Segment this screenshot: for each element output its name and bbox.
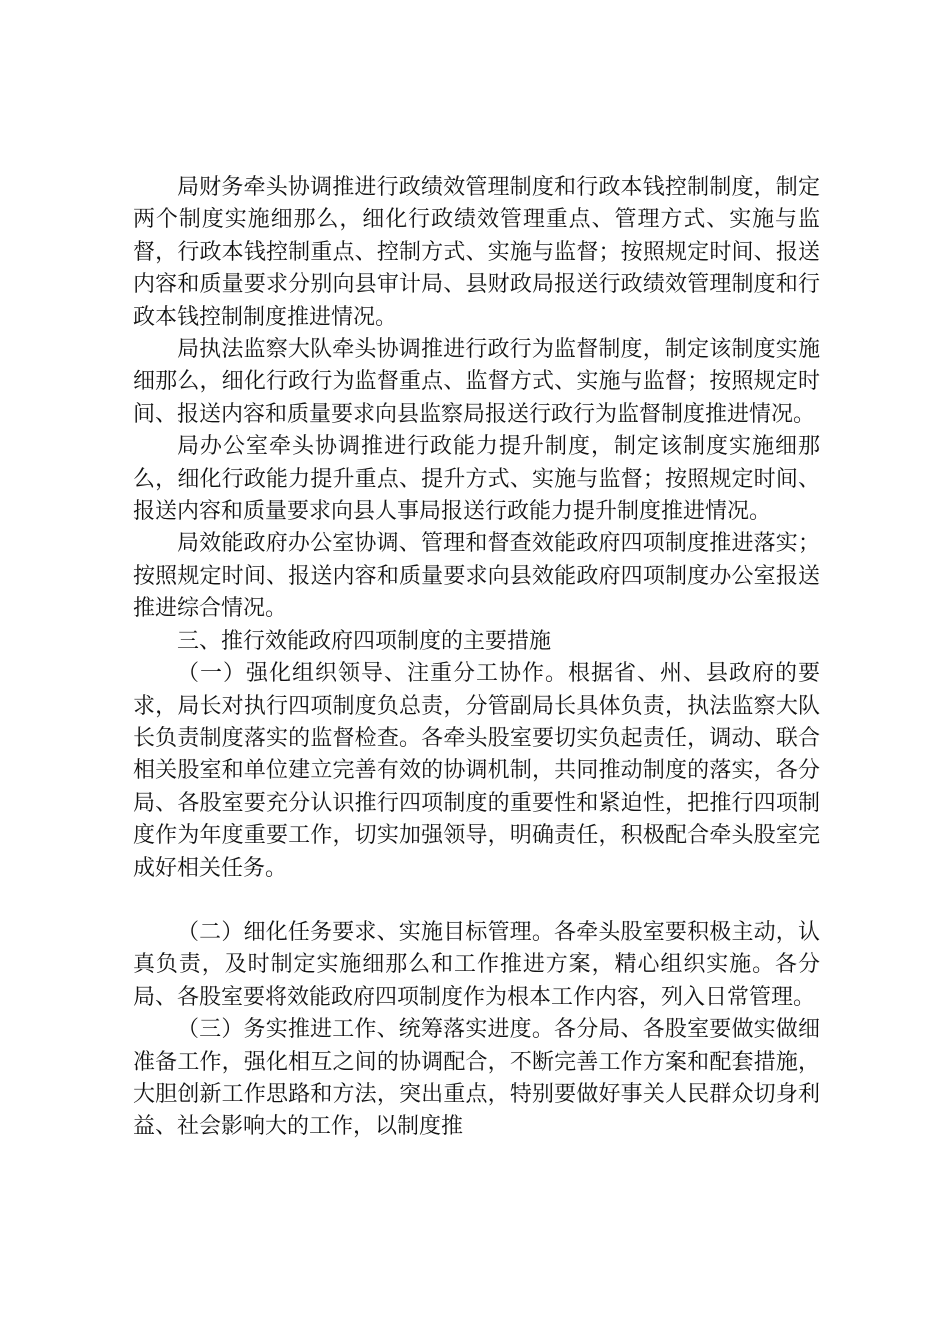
paragraph-finance-bureau: 局财务牵头协调推进行政绩效管理制度和行政本钱控制制度，制定两个制度实施细那么，细化行政绩效管理重点、管理方式、实施与监督，行政本钱控制重点、控制方式、实施与监督；按照规定时间、报送内容和质量要求分别向县审计局、县财政局报送行政绩效管理制度和行政本钱控制制度推进情况。 [133,175,820,330]
paragraph-measure-3: （三）务实推进工作、统筹落实进度。各分局、各股室要做实做细准备工作，强化相互之间的协调配合，不断完善工作方案和配套措施，大胆创新工作思路和方法，突出重点，特别要做好事关人民群众切身利益、社会影响大的工作，以制度推 [133,1017,820,1140]
paragraph-measure-1: （一）强化组织领导、注重分工协作。根据省、州、县政府的要求，局长对执行四项制度负总责，分管副局长具体负责，执法监察大队长负责制度落实的监督检查。各牵头股室要切实负起责任，调动、联合相关股室和单位建立完善有效的协调机制，共同推动制度的落实，各分局、各股室要充分认识推行四项制度的重要性和紧迫性，把推行四项制度作为年度重要工作，切实加强领导，明确责任，积极配合牵头股室完成好相关任务。 [133,661,820,881]
document-body [133,172,820,1144]
paragraph-measure-2: （二）细化任务要求、实施目标管理。各牵头股室要积极主动，认真负责，及时制定实施细那么和工作推进方案，精心组织实施。各分局、各股室要将效能政府四项制度作为根本工作内容，列入日常管理。 [133,919,820,1010]
paragraph-office: 局办公室牵头协调推进行政能力提升制度，制定该制度实施细那么，细化行政能力提升重点、提升方式、实施与监督；按照规定时间、报送内容和质量要求向县人事局报送行政能力提升制度推进情况。 [133,434,820,525]
paragraph-efficiency-office: 局效能政府办公室协调、管理和督查效能政府四项制度推进落实；按照规定时间、报送内容和质量要求向县效能政府四项制度办公室报送推进综合情况。 [133,531,820,622]
section-heading-main-measures: 三、推行效能政府四项制度的主要措施 [177,628,552,654]
paragraph-law-enforcement: 局执法监察大队牵头协调推进行政行为监督制度，制定该制度实施细那么，细化行政行为监督重点、监督方式、实施与监督；按照规定时间、报送内容和质量要求向县监察局报送行政行为监督制度推进情况。 [133,337,820,427]
